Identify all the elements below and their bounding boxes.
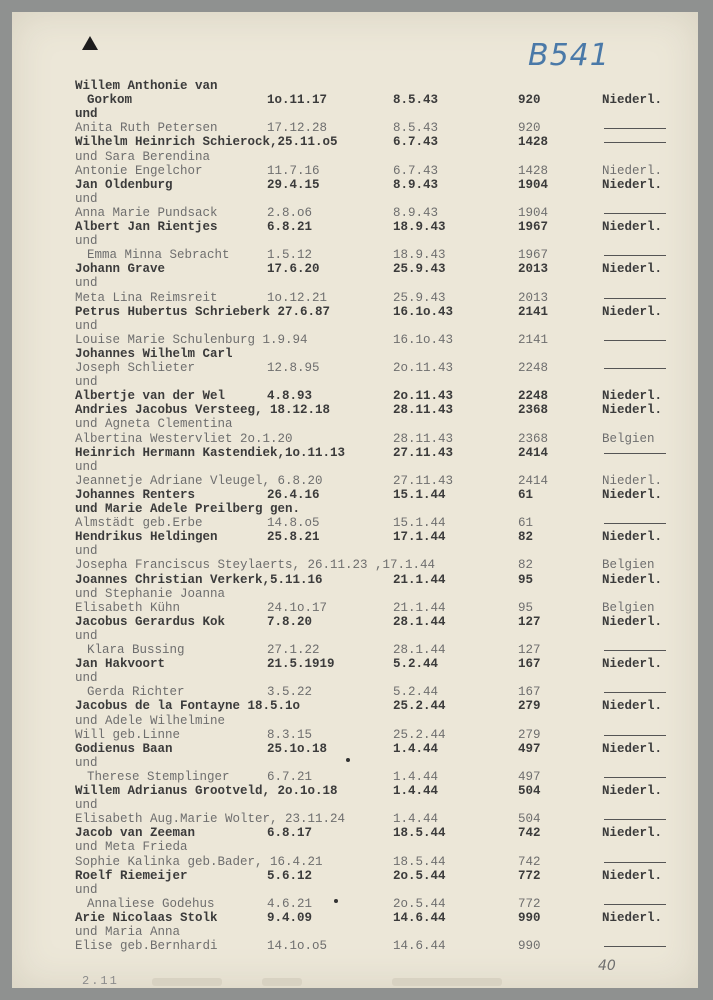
record-number: 2248 xyxy=(518,389,549,404)
entry-date: 14.6.44 xyxy=(393,910,446,925)
record-number: 1904 xyxy=(518,177,549,192)
person-name: Jeannetje Adriane Vleugel, 6.8.20 xyxy=(75,473,323,488)
ditto-dash xyxy=(604,368,666,369)
person-name: Wilhelm Heinrich Schierock,25.11.o5 xyxy=(75,135,338,150)
entry-date: 5.2.44 xyxy=(393,657,439,672)
record-number: 1967 xyxy=(518,248,549,263)
person-name: Jan Hakvoort xyxy=(75,657,166,672)
person-name: Louise Marie Schulenburg 1.9.94 xyxy=(75,332,308,347)
record-number: 82 xyxy=(518,558,534,573)
birth-date: 5.6.12 xyxy=(267,868,313,883)
entry-date: 28.1.44 xyxy=(393,643,446,657)
birth-date: 4.8.93 xyxy=(267,389,313,404)
person-name: Therese Stemplinger xyxy=(87,769,230,784)
ditto-dash xyxy=(604,692,666,693)
person-name: Jacobus de la Fontayne 18.5.1o xyxy=(75,699,301,714)
footer-smudge xyxy=(152,978,222,986)
ditto-dash xyxy=(604,946,666,947)
record-number: 1904 xyxy=(518,205,549,220)
entry-date: 8.9.43 xyxy=(393,177,439,192)
person-name: Albert Jan Rientjes xyxy=(75,220,218,234)
birth-date: 17.6.20 xyxy=(267,262,320,277)
person-name: Albertina Westervliet 2o.1.20 xyxy=(75,431,293,446)
nationality: Belgien xyxy=(602,600,655,615)
ditto-dash xyxy=(604,650,666,651)
person-name: Anita Ruth Petersen xyxy=(75,121,218,136)
entry-date: 15.1.44 xyxy=(393,487,446,502)
entry-date: 25.9.43 xyxy=(393,290,446,305)
record-number: 920 xyxy=(518,93,541,108)
person-name: Jacob van Zeeman xyxy=(75,826,196,841)
entry-date: 21.1.44 xyxy=(393,572,446,587)
footer-smudge xyxy=(262,978,302,986)
person-name: Sophie Kalinka geb.Bader, 16.4.21 xyxy=(75,854,323,869)
ditto-dash xyxy=(604,523,666,524)
person-name: Johannes Wilhelm Carl xyxy=(75,346,233,361)
record-number: 127 xyxy=(518,614,541,629)
entry-date: 2o.11.43 xyxy=(393,361,454,375)
birth-date: 24.1o.17 xyxy=(267,600,328,615)
record-number: 61 xyxy=(518,516,534,531)
nationality: Niederl. xyxy=(602,304,663,319)
birth-date: 1.5.12 xyxy=(267,248,313,263)
person-name: Emma Minna Sebracht xyxy=(87,248,230,263)
person-name: Anna Marie Pundsack xyxy=(75,205,218,220)
record-number: 504 xyxy=(518,812,541,827)
ditto-dash xyxy=(604,213,666,214)
birth-date: 1o.11.17 xyxy=(267,93,328,108)
birth-date: 29.4.15 xyxy=(267,177,320,192)
ditto-dash xyxy=(604,298,666,299)
person-name: Hendrikus Heldingen xyxy=(75,530,218,545)
page-number: 40 xyxy=(598,958,616,974)
register-list xyxy=(12,12,698,988)
ditto-dash xyxy=(604,453,666,454)
entry-date: 18.5.44 xyxy=(393,854,446,869)
entry-date: 27.11.43 xyxy=(393,473,454,488)
birth-date: 12.8.95 xyxy=(267,361,320,375)
record-number: 1967 xyxy=(518,220,549,234)
record-number: 127 xyxy=(518,643,541,657)
ditto-dash xyxy=(604,904,666,905)
entry-date: 8.9.43 xyxy=(393,205,439,220)
person-name: Klara Bussing xyxy=(87,643,185,657)
record-number: 2368 xyxy=(518,403,549,418)
nationality: Niederl. xyxy=(602,826,663,841)
birth-date: 8.3.15 xyxy=(267,727,313,742)
person-name: Meta Lina Reimsreit xyxy=(75,290,218,305)
entry-date: 2o.5.44 xyxy=(393,896,446,911)
nationality: Niederl. xyxy=(602,220,663,234)
entry-date: 2o.11.43 xyxy=(393,389,454,404)
nationality: Niederl. xyxy=(602,262,663,277)
entry-date: 14.6.44 xyxy=(393,939,446,954)
person-name: Gerda Richter xyxy=(87,685,185,700)
document-page xyxy=(12,12,698,988)
birth-date: 17.12.28 xyxy=(267,121,328,136)
record-number: 2248 xyxy=(518,361,549,375)
record-number: 2013 xyxy=(518,262,549,277)
record-number: 742 xyxy=(518,826,541,841)
entry-date: 28.1.44 xyxy=(393,614,446,629)
birth-date: 2.8.o6 xyxy=(267,205,313,220)
record-number: 1428 xyxy=(518,135,549,150)
nationality: Niederl. xyxy=(602,177,663,192)
nationality: Niederl. xyxy=(602,530,663,545)
ink-dot xyxy=(334,899,338,903)
record-number: 167 xyxy=(518,657,541,672)
record-number: 95 xyxy=(518,600,534,615)
person-name: und Maria Anna xyxy=(75,925,181,939)
nationality: Niederl. xyxy=(602,741,663,756)
record-number: 2141 xyxy=(518,332,549,347)
person-name: und xyxy=(75,544,98,559)
person-name: und Adele Wilhelmine xyxy=(75,713,226,728)
record-number: 279 xyxy=(518,727,541,742)
nationality: Niederl. xyxy=(602,657,663,672)
entry-date: 15.1.44 xyxy=(393,516,446,531)
person-name: Joseph Schlieter xyxy=(75,361,196,375)
entry-date: 5.2.44 xyxy=(393,685,439,700)
register-row xyxy=(12,938,698,954)
person-name: und xyxy=(75,191,98,206)
record-number: 2414 xyxy=(518,473,549,488)
person-name: Johannes Renters xyxy=(75,487,196,502)
person-name: und Stephanie Joanna xyxy=(75,586,226,601)
nationality: Belgien xyxy=(602,431,655,446)
birth-date: 26.4.16 xyxy=(267,487,320,502)
entry-date: 27.11.43 xyxy=(393,445,454,460)
person-name: Willem Anthonie van xyxy=(75,79,218,93)
record-number: 279 xyxy=(518,699,541,714)
person-name: Antonie Engelchor xyxy=(75,163,203,178)
entry-date: 16.1o.43 xyxy=(393,332,454,347)
person-name: und xyxy=(75,107,98,122)
person-name: Annaliese Godehus xyxy=(87,896,215,911)
nationality: Niederl. xyxy=(602,784,663,798)
entry-date: 8.5.43 xyxy=(393,121,439,136)
person-name: und xyxy=(75,375,98,390)
person-name: Heinrich Hermann Kastendiek,1o.11.13 xyxy=(75,445,346,460)
nationality: Niederl. xyxy=(602,403,663,418)
record-number: 990 xyxy=(518,939,541,954)
entry-date: 2o.5.44 xyxy=(393,868,446,883)
record-number: 990 xyxy=(518,910,541,925)
entry-date: 6.7.43 xyxy=(393,163,439,178)
birth-date: 25.1o.18 xyxy=(267,741,328,756)
entry-date: 18.9.43 xyxy=(393,248,446,263)
nationality: Niederl. xyxy=(602,699,663,714)
birth-date: 6.8.17 xyxy=(267,826,313,841)
birth-date: 25.8.21 xyxy=(267,530,320,545)
person-name: und xyxy=(75,798,98,813)
footer-smudge xyxy=(392,978,502,986)
person-name: Arie Nicolaas Stolk xyxy=(75,910,218,925)
entry-date: 1.4.44 xyxy=(393,769,439,784)
person-name: und Sara Berendina xyxy=(75,149,211,164)
person-name: Joannes Christian Verkerk,5.11.16 xyxy=(75,572,323,587)
birth-date: 21.5.1919 xyxy=(267,657,335,672)
entry-date: 1.4.44 xyxy=(393,741,439,756)
person-name: und Marie Adele Preilberg gen. xyxy=(75,502,301,516)
person-name: Albertje van der Wel xyxy=(75,389,226,404)
nationality: Niederl. xyxy=(602,473,663,488)
person-name: und Meta Frieda xyxy=(75,840,188,855)
record-number: 504 xyxy=(518,784,541,798)
entry-date: 25.9.43 xyxy=(393,262,446,277)
entry-date: 1.4.44 xyxy=(393,812,439,827)
person-name: und xyxy=(75,276,98,291)
archive-reference: B541 xyxy=(528,38,610,73)
nationality: Belgien xyxy=(602,558,655,573)
entry-date: 18.5.44 xyxy=(393,826,446,841)
ditto-dash xyxy=(604,777,666,778)
person-name: Roelf Riemeijer xyxy=(75,868,188,883)
record-number: 497 xyxy=(518,769,541,784)
ditto-dash xyxy=(604,340,666,341)
person-name: und xyxy=(75,234,98,249)
ditto-dash xyxy=(604,142,666,143)
birth-date: 6.8.21 xyxy=(267,220,313,234)
footer-text: 2.11 xyxy=(82,974,119,988)
record-number: 742 xyxy=(518,854,541,869)
person-name: Josepha Franciscus Steylaerts, 26.11.23 ,17.1.44 xyxy=(75,558,436,573)
person-name: Jan Oldenburg xyxy=(75,177,173,192)
entry-date: 28.11.43 xyxy=(393,431,454,446)
person-name: Elise geb.Bernhardi xyxy=(75,939,218,954)
person-name: Gorkom xyxy=(87,93,133,108)
ink-dot xyxy=(346,758,350,762)
record-number: 82 xyxy=(518,530,534,545)
person-name: und xyxy=(75,628,98,643)
nationality: Niederl. xyxy=(602,93,663,108)
entry-date: 16.1o.43 xyxy=(393,304,454,319)
birth-date: 14.1o.o5 xyxy=(267,939,328,954)
person-name: und Agneta Clementina xyxy=(75,417,233,432)
entry-date: 6.7.43 xyxy=(393,135,439,150)
entry-date: 17.1.44 xyxy=(393,530,446,545)
person-name: Elisabeth Kühn xyxy=(75,600,181,615)
record-number: 497 xyxy=(518,741,541,756)
nationality: Niederl. xyxy=(602,868,663,883)
record-number: 2013 xyxy=(518,290,549,305)
entry-date: 25.2.44 xyxy=(393,727,446,742)
record-number: 1428 xyxy=(518,163,549,178)
record-number: 95 xyxy=(518,572,534,587)
record-number: 772 xyxy=(518,896,541,911)
record-number: 920 xyxy=(518,121,541,136)
birth-date: 1o.12.21 xyxy=(267,290,328,305)
ditto-dash xyxy=(604,819,666,820)
entry-date: 28.11.43 xyxy=(393,403,454,418)
person-name: und xyxy=(75,459,98,474)
person-name: Petrus Hubertus Schrieberk 27.6.87 xyxy=(75,304,331,319)
entry-date: 21.1.44 xyxy=(393,600,446,615)
nationality: Niederl. xyxy=(602,614,663,629)
person-name: Almstädt geb.Erbe xyxy=(75,516,203,531)
entry-date: 18.9.43 xyxy=(393,220,446,234)
birth-date: 9.4.09 xyxy=(267,910,313,925)
ditto-dash xyxy=(604,862,666,863)
person-name: Jacobus Gerardus Kok xyxy=(75,614,226,629)
birth-date: 14.8.o5 xyxy=(267,516,320,531)
person-name: Andries Jacobus Versteeg, 18.12.18 xyxy=(75,403,331,418)
birth-date: 27.1.22 xyxy=(267,643,320,657)
ditto-dash xyxy=(604,735,666,736)
person-name: und xyxy=(75,318,98,333)
birth-date: 6.7.21 xyxy=(267,769,313,784)
nationality: Niederl. xyxy=(602,163,663,178)
nationality: Niederl. xyxy=(602,910,663,925)
nationality: Niederl. xyxy=(602,389,663,404)
record-number: 167 xyxy=(518,685,541,700)
birth-date: 4.6.21 xyxy=(267,896,313,911)
person-name: Will geb.Linne xyxy=(75,727,181,742)
entry-date: 25.2.44 xyxy=(393,699,446,714)
person-name: Willem Adrianus Grootveld, 2o.1o.18 xyxy=(75,784,338,798)
person-name: und xyxy=(75,671,98,686)
nationality: Niederl. xyxy=(602,487,663,502)
person-name: und xyxy=(75,755,98,770)
person-name: Elisabeth Aug.Marie Wolter, 23.11.24 xyxy=(75,812,346,827)
ditto-dash xyxy=(604,128,666,129)
record-number: 61 xyxy=(518,487,534,502)
birth-date: 7.8.20 xyxy=(267,614,313,629)
record-number: 772 xyxy=(518,868,541,883)
birth-date: 3.5.22 xyxy=(267,685,313,700)
entry-date: 1.4.44 xyxy=(393,784,439,798)
person-name: Godienus Baan xyxy=(75,741,173,756)
record-number: 2414 xyxy=(518,445,549,460)
person-name: Johann Grave xyxy=(75,262,166,277)
birth-date: 11.7.16 xyxy=(267,163,320,178)
entry-date: 8.5.43 xyxy=(393,93,439,108)
ditto-dash xyxy=(604,255,666,256)
nationality: Niederl. xyxy=(602,572,663,587)
record-number: 2368 xyxy=(518,431,549,446)
record-number: 2141 xyxy=(518,304,549,319)
person-name: und xyxy=(75,882,98,897)
